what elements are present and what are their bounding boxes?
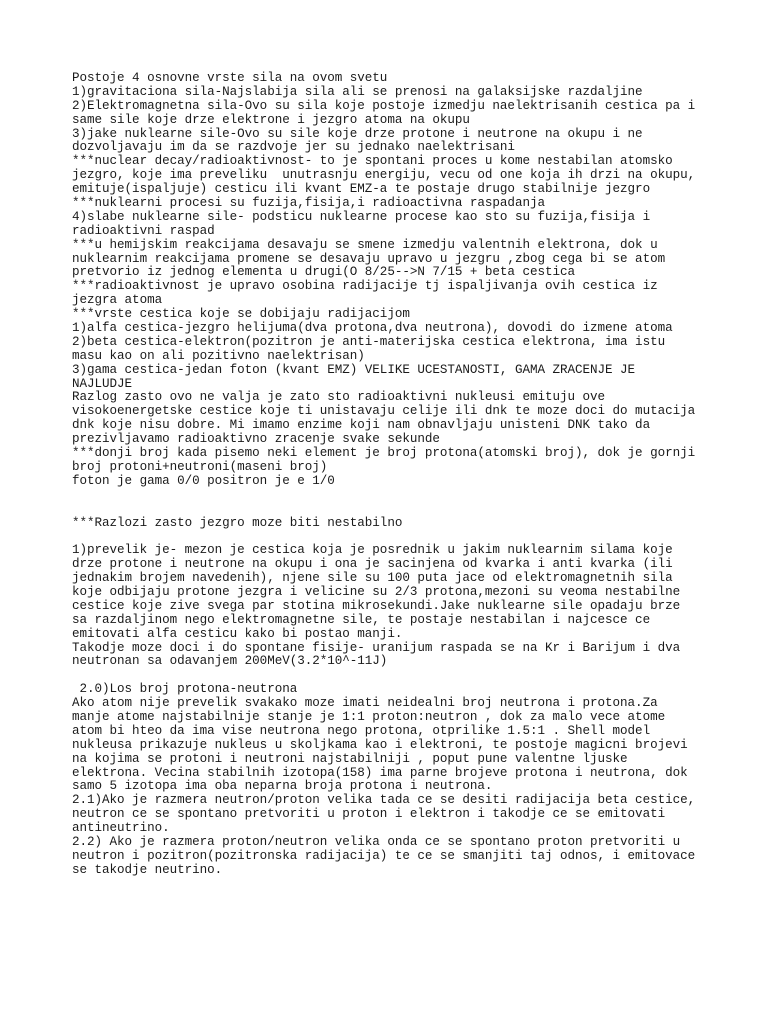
text-line: se takodje neutrino. [72, 862, 223, 877]
text-line: 2.1)Ako je razmera neutron/proton velika tada ce se desiti radijacija beta cestice, [72, 793, 696, 808]
text-line: foton je gama 0/0 positron je e 1/0 [72, 473, 335, 488]
blank-gap [72, 530, 712, 544]
section-proton-neutron-ratio [72, 683, 712, 877]
text-line: emitovati alfa cesticu kako bi postao manji. [72, 626, 403, 641]
text-line: Razlog zasto ovo ne valja je zato sto radioaktivni nukleusi emituju ove [72, 390, 606, 405]
text-line: na kojima se protoni i neutroni najstabilniji , poput pune valentne ljuske [72, 751, 628, 766]
text-line: jednakim brojem navedenih), njene sile su 100 puta jace od elektromagnetnih sila [72, 571, 673, 586]
text-line: masu kao on ali pozitivno naelektrisan) [72, 348, 365, 363]
text-line: 2)beta cestica-elektron(pozitron je anti-materijska cestica elektrona, ima istu [72, 334, 666, 349]
text-line: ***u hemijskim reakcijama desavaju se smene izmedju valentnih elektrona, dok u [72, 237, 658, 252]
text-line: 2)Elektromagnetna sila-Ovo su sila koje postoje izmedju naelektrisanih cestica pa i [72, 98, 696, 113]
blank-gap [72, 489, 712, 517]
text-line: neutron i pozitron(pozitronska radijacija) te ce se smanjiti taj odnos, i emitovace [72, 848, 696, 863]
text-line: Postoje 4 osnovne vrste sila na ovom svetu [72, 71, 388, 85]
section-forces [72, 72, 712, 489]
text-line: antineutrino. [72, 821, 170, 836]
text-line: ***nuklearni procesi su fuzija,fisija,i radioactivna raspadanja [72, 196, 545, 211]
text-line: elektrona. Vecina stabilnih izotopa(158) ima parne brojeve protona i neutrona, dok [72, 765, 688, 780]
section-heading: ***Razlozi zasto jezgro moze biti nestabilno [72, 515, 403, 530]
section-unstable-nucleus [72, 544, 712, 669]
text-line: atom bi hteo da ima vise neutrona nego protona, otprilike 1.5:1 . Shell model [72, 723, 651, 738]
text-line: 2.2) Ako je razmera proton/neutron velika onda ce se spontano proton pretvoriti u [72, 835, 681, 849]
text-line: jezgra atoma [72, 293, 163, 308]
text-line: pretvorio iz jednog elementa u drugi(O 8/25-->N 7/15 + beta cestica [72, 265, 576, 280]
text-line: broj protoni+neutroni(maseni broj) [72, 459, 328, 474]
text-line: same sile koje drze elektrone i jezgro atoma na okupu [72, 112, 470, 127]
text-line: prezivljavamo radioaktivno zracenje svake sekunde [72, 432, 440, 447]
text-line: emituje(ispaljuje) cesticu ili kvant EMZ-a te postaje drugo stabilnije jezgro [72, 182, 651, 197]
text-line: 3)gama cestica-jedan foton (kvant EMZ) VELIKE UCESTANOSTI, GAMA ZRACENJE JE [72, 362, 636, 377]
text-line: sa razdaljinom nego elektromagnetne sile, te postaje nestabilan i najcesce ce [72, 612, 651, 627]
text-line: dozvoljavaju im da se razdvoje jer su jednako naelektrisani [72, 140, 515, 155]
text-line: nuklearnim reakcijama promene se desavaju upravo u jezgru ,zbog cega bi se atom [72, 251, 666, 266]
text-line: neutron ce se spontano pretvoriti u proton i elektron i takodje ce se emitovati [72, 807, 666, 822]
text-line: radioaktivni raspad [72, 223, 215, 238]
text-line: ***vrste cestica koje se dobijaju radijacijom [72, 307, 410, 322]
text-line: 3)jake nuklearne sile-Ovo su sile koje drze protone i neutrone na okupu i ne [72, 126, 643, 141]
text-line: nukleusa prikazuje nukleus u skoljkama kao i elektroni, te postoje magicni brojevi [72, 737, 688, 752]
text-line: Ako atom nije prevelik svakako moze imati neidealni broj neutrona i protona.Za [72, 696, 658, 711]
text-line: ***radioaktivnost je upravo osobina radijacije tj ispaljivanja ovih cestica iz [72, 279, 658, 294]
text-line: jezgro, koje ima preveliku unutrasnju energiju, vecu od one koja ih drzi na okupu, [72, 168, 696, 183]
document-body [72, 72, 712, 878]
text-line: 1)alfa cestica-jezgro helijuma(dva protona,dva neutrona), dovodi do izmene atoma [72, 321, 673, 336]
text-line: drze protone i neutrone na okupu i ona je sacinjena od kvarka i anti kvarka (ili [72, 557, 673, 572]
text-line: koje odbijaju protone jezgra i velicine su 2/3 protona,mezoni su veoma nestabilne [72, 584, 681, 599]
text-line: ***donji broj kada pisemo neki element je broj protona(atomski broj), dok je gornji [72, 446, 696, 461]
text-line: 4)slabe nuklearne sile- podsticu nuklearne procese kao sto su fuzija,fisija i [72, 209, 651, 224]
text-line: dnk koje nisu dobre. Mi imamo enzime koji nam obnavljaju unisteni DNK tako da [72, 418, 651, 433]
text-line: neutronan sa odavanjem 200MeV(3.2*10^-11J) [72, 654, 388, 669]
blank-gap [72, 669, 712, 683]
text-line: 1)prevelik je- mezon je cestica koja je posrednik u jakim nuklearnim silama koje [72, 543, 673, 558]
text-line: cestice koje zive svega par stotina mikrosekundi.Jake nuklearne sile opadaju brze [72, 598, 681, 613]
text-line: visokoenergetske cestice koje ti unistavaju celije ili dnk te moze doci do mutacija [72, 404, 696, 419]
text-line: ***nuclear decay/radioaktivnost- to je spontani proces u kome nestabilan atomsko [72, 154, 673, 169]
text-line: 2.0)Los broj protona-neutrona [72, 682, 298, 697]
text-line: manje atome najstabilnije stanje je 1:1 proton:neutron , dok za malo vece atome [72, 709, 666, 724]
text-line: NAJLUDJE [72, 376, 133, 391]
text-line: Takodje moze doci i do spontane fisije- uranijum raspada se na Kr i Barijum i dva [72, 640, 681, 655]
text-line: samo 5 izotopa ima oba neparna broja protona i neutrona. [72, 779, 493, 794]
text-line: 1)gravitaciona sila-Najslabija sila ali se prenosi na galaksijske razdaljine [72, 84, 643, 99]
